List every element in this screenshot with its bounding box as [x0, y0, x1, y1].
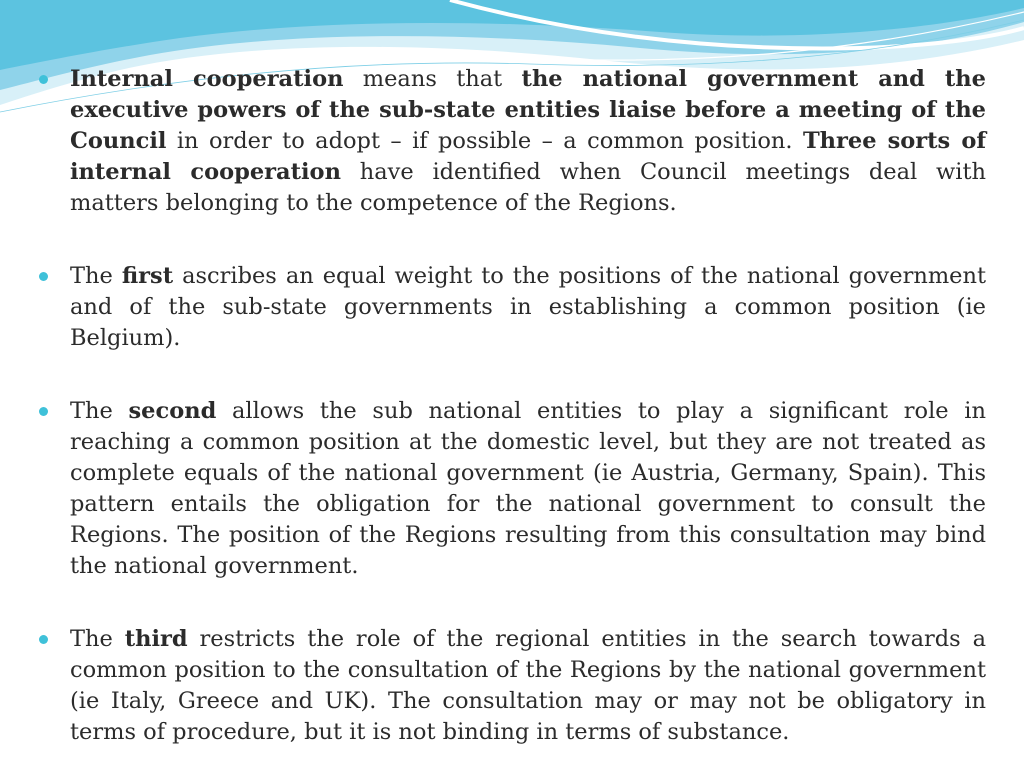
bullet-text: allows the sub national entities to play a significant role in reaching a common position at the domestic level, but they are not treated as complete equals of the national government (ie Austria, Germany, Spain). This pattern entails the obligation for the national government to consult the Regions. The position of the Regions resulting from this consultation may bind the national government.: [70, 398, 986, 579]
bullet-text: The: [70, 398, 129, 424]
bullet-text: restricts the role of the regional entities in the search towards a common position to the consultation of the Regions by the national government (ie Italy, Greece and UK). The consultation may or may not be obligatory in terms of procedure, but it is not binding in terms of substance.: [70, 626, 987, 745]
bullet-list: [36, 64, 986, 748]
bullet-item: [36, 624, 986, 748]
bullet-dot-icon: [39, 407, 48, 416]
bullet-text-bold: Internal cooperation: [70, 66, 344, 92]
bullet-dot-icon: [39, 272, 48, 281]
bullet-text: means that: [343, 66, 522, 92]
bullet-item: [36, 261, 986, 354]
bullet-text: The: [70, 263, 122, 289]
bullet-dot-icon: [39, 635, 48, 644]
bullet-text: have identified when Council meetings deal with matters belonging to the competence of the Regions.: [70, 159, 987, 216]
bullet-text: ascribes an equal weight to the positions of the national government and of the sub-state governments in establishing a common position (ie Belgium).: [70, 263, 986, 351]
bullet-text-bold: Three sorts of internal cooperation: [70, 128, 987, 185]
bullet-text: in order to adopt – if possible – a common position.: [166, 128, 803, 154]
bullet-text: The: [70, 626, 125, 652]
bullet-item: [36, 396, 986, 582]
bullet-text-bold: first: [121, 263, 174, 289]
bullet-text-bold: the national government and the executive powers of the sub-state entities liaise before a meeting of the Council: [70, 66, 986, 154]
bullet-text-bold: third: [124, 626, 188, 652]
bullet-dot-icon: [39, 75, 48, 84]
bullet-item: [36, 64, 986, 219]
bullet-text-bold: second: [128, 398, 217, 424]
